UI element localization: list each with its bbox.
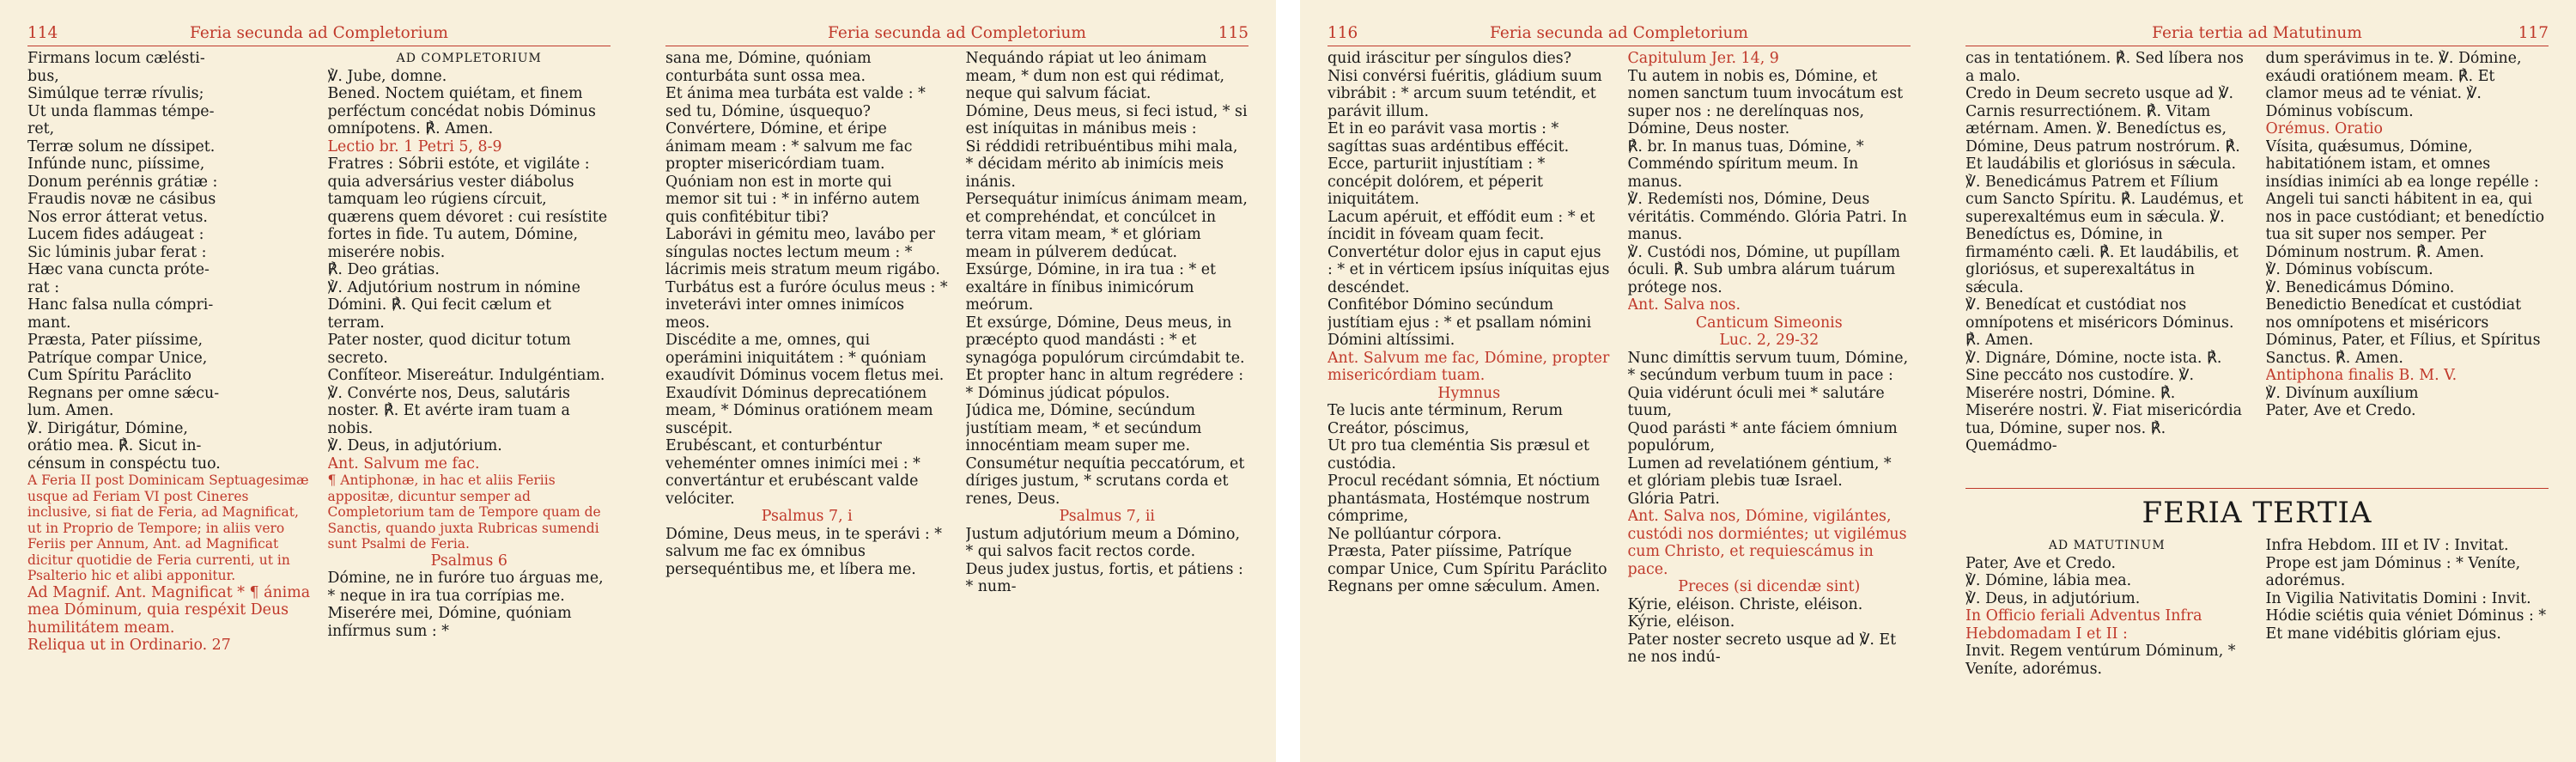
versicle: ℣. Dómine, lábia mea. bbox=[1965, 572, 2132, 589]
rubric: In Officio feriali Adventus Infra Hebdomadam I et II : bbox=[1965, 607, 2202, 643]
page-117 bbox=[1938, 0, 2576, 762]
psalm-verse: Erubéscant, et conturbéntur veheménter omnes inimíci mei : * convertántur et erubéscant valde velóciter. bbox=[665, 437, 920, 508]
hymn-line: Infúnde nunc, piíssime, bbox=[27, 155, 205, 173]
canticle-verse: Quia vidérunt óculi mei * salutáre tuum, bbox=[1627, 384, 1885, 419]
hymn-line: Præsta, Pater piíssime, bbox=[27, 332, 204, 349]
doxology: Glória Patri. bbox=[1627, 490, 1720, 508]
running-header bbox=[1965, 17, 2549, 46]
hymn-line: Te lucis ante términum, Rerum Creátor, póscimus, bbox=[1327, 402, 1563, 437]
hymn-line: Regnans per omne sǽcu- bbox=[27, 384, 220, 402]
lectio-heading: Lectio br. 1 Petri 5, 8-9 bbox=[327, 137, 502, 155]
versicle: ℣. Custódi nos, Dómine, ut pupíllam óculi. ℟. Sub umbra alárum tuárum prótege nos. bbox=[1627, 243, 1900, 296]
hymn-heading: Hymnus bbox=[1437, 384, 1501, 402]
psalm-heading: Psalmus 7, ii bbox=[1059, 508, 1155, 525]
hymn-line: mant. bbox=[27, 314, 71, 332]
rubric-note: Reliqua ut in Ordinario. 27 bbox=[27, 637, 231, 654]
book-spread-left bbox=[0, 0, 1276, 762]
psalm-heading: Psalmus 7, i bbox=[761, 508, 853, 525]
hymn-line: Ut pro tua cleméntia Sis præsul et custódia. bbox=[1327, 437, 1589, 472]
psalm-verse: Deus judex justus, fortis, et pátiens : * num- bbox=[965, 560, 1243, 595]
psalm-verse: Quóniam non est in morte qui memor sit tui : * in inférno autem quis confitébitur tibi? bbox=[665, 173, 920, 226]
hymn-line: bus, bbox=[27, 67, 59, 85]
rubric: Pater noster, quod dicitur totum secreto. bbox=[327, 332, 571, 367]
running-header bbox=[1327, 17, 1911, 46]
hymn-line: Præsta, Pater piíssime, Patríque compar Unice, Cum Spíritu Paráclito Regnans per omne sǽculum. Amen. bbox=[1327, 543, 1607, 595]
column-right bbox=[328, 50, 611, 762]
preces-heading: Preces (si dicendæ sint) bbox=[1678, 578, 1861, 595]
column-left bbox=[27, 50, 311, 762]
hymn-line: Nos error átterat vetus. bbox=[27, 208, 208, 226]
column-right bbox=[966, 50, 1249, 762]
running-header bbox=[27, 17, 611, 46]
hymn-line: Fraudis novæ ne cásibus bbox=[27, 191, 216, 208]
page-number: 117 bbox=[2518, 24, 2549, 42]
lectio-text: Fratres : Sóbrii estóte, et vigiláte : quia adversárius vester diábolus tamquam leo rúgiens círcuit, quærens quem dévoret : cui resístite fortes in fide. Tu autem, Dómine, miserére nobis. bbox=[327, 155, 608, 261]
psalm-verse: Persequátur inimícus ánimam meam, et comprehéndat, et concúlcet in terra vitam meam, * et glóriam meam in púlverem dedúcat. bbox=[965, 191, 1248, 261]
versicle: ℣. Benedicámus Dómino. bbox=[2265, 278, 2455, 296]
psalm-verse: Dómine, ne in furóre tuo árguas me, * neque in ira tua corrípias me. bbox=[327, 570, 604, 605]
psalm-verse: Consumétur nequítia peccatórum, et díriges justum, * scrutans corda et renes, Deus. bbox=[965, 454, 1245, 508]
hymn-line: Ne pollúantur córpora. bbox=[1327, 525, 1502, 543]
hymn-line: Ut unda flammas témpe- bbox=[27, 102, 215, 120]
psalm-verse: Discédite a me, omnes, qui operámini iniquitátem : * quóniam exaudívit Dóminus vocem fletus mei. bbox=[665, 332, 945, 384]
column-right bbox=[1628, 50, 1911, 762]
running-title: Feria secunda ad Completorium bbox=[1490, 24, 1748, 42]
hymn-line: Firmans locum cælésti- bbox=[27, 50, 205, 67]
capitulum-heading: Capitulum Jer. 14, 9 bbox=[1627, 50, 1779, 67]
blessing: Bened. Noctem quiétam, et finem perféctum concédat nobis Dóminus omnípotens. ℟. Amen. bbox=[327, 85, 596, 137]
running-title: Feria secunda ad Completorium bbox=[190, 24, 448, 42]
psalm-heading: Psalmus 6 bbox=[430, 552, 507, 570]
versicle: ℣. Dirigátur, Dómine, bbox=[27, 419, 188, 437]
column-left bbox=[1327, 50, 1611, 762]
versicle: ℣. Divínum auxílium bbox=[2265, 384, 2419, 402]
column-right bbox=[2266, 537, 2549, 678]
psalm-verse: Dómine, Deus meus, si feci istud, * si est iníquitas in mánibus meis : bbox=[965, 102, 1248, 137]
response: ℟. Deo grátias. bbox=[327, 261, 440, 278]
psalm-verse: quid iráscitur per síngulos dies? bbox=[1327, 50, 1572, 67]
running-header bbox=[665, 17, 1249, 46]
psalm-verse: Dómine, Deus meus, in te sperávi : * salvum me fac ex ómnibus persequéntibus me, et líbera me. bbox=[665, 525, 942, 578]
versicle: ℣. Dignáre, Dómine, nocte ista. ℟. Sine peccáto nos custodíre. ℣. Miserére nostri, Dómine. ℟. Miserére nostri. ℣. Fiat misericórdia tua, Dómine, super nos. ℟. Quemádmo- bbox=[1965, 349, 2243, 454]
hymn-line: Terræ solum ne díssipet. bbox=[27, 137, 216, 155]
page-number: 115 bbox=[1218, 24, 1249, 42]
psalm-verse: Nisi convérsi fuéritis, gládium suum vibrábit : * arcum suum teténdit, et parávit illum. bbox=[1327, 67, 1602, 120]
versicle: ℣. Adjutórium nostrum in nómine Dómini. ℟. Qui fecit cælum et terram. bbox=[327, 278, 580, 332]
responsory: ℣. Redemísti nos, Dómine, Deus véritátis. Comméndo. Glória Patri. In manus. bbox=[1627, 191, 1907, 243]
psalm-verse: Exsúrge, Dómine, in ira tua : * et exaltáre in fínibus inimicórum meórum. bbox=[965, 261, 1216, 314]
psalm-verse: Exaudívit Dóminus deprecatiónem meam, * Dóminus oratiónem meam suscépit. bbox=[665, 384, 933, 437]
psalm-verse: Si réddidi retribuéntibus mihi mala, * décidam mérito ab inimícis meis inánis. bbox=[965, 137, 1238, 191]
canticle-verse: Lumen ad revelatiónem géntium, * et glóriam plebis tuæ Israel. bbox=[1627, 454, 1892, 490]
psalm-verse: Lacum apéruit, et effódit eum : * et íncidit in fóveam quam fecit. bbox=[1327, 208, 1595, 243]
page-114 bbox=[0, 0, 638, 762]
psalm-verse: Et propter hanc in altum regrédere : * Dóminus júdicat pópulos. bbox=[965, 367, 1244, 402]
versicle: ℣. Benedícat et custódiat nos omnípotens et miséricors Dóminus. ℟. Amen. bbox=[1965, 296, 2234, 349]
hymn-line: Sic lúminis jubar ferat : bbox=[27, 243, 207, 261]
versicle: dum sperávimus in te. ℣. Dómine, exáudi oratiónem meam. ℟. Et clamor meus ad te véniat. ℣. Dóminus vobíscum. bbox=[2265, 50, 2522, 120]
running-title: Feria secunda ad Completorium bbox=[828, 24, 1086, 42]
psalm-verse: Miserére mei, Dómine, quóniam infírmus sum : * bbox=[327, 605, 572, 640]
versicle: orátio mea. ℟. Sicut in- bbox=[27, 437, 202, 454]
section-title: AD COMPLETORIUM bbox=[396, 52, 542, 65]
column-left bbox=[665, 50, 949, 762]
versicle: Credo in Deum secreto usque ad ℣. Carnis resurrectiónem. ℟. Vitam ætérnam. Amen. ℣. Benedíctus es, Dómine, Deus patrum nostrórum. ℟. Et laudábilis et gloriósus in sǽcula. ℣. Benedicámus Patrem et Fílium cum Sancto Spíritu. ℟. Laudémus, et superexaltémus eum in sǽcula. ℣. Benedíctus es, Dómine, in firmaménto cæli. ℟. Et laudábilis, et gloriósus, et superexaltátus in sǽcula. bbox=[1965, 85, 2244, 296]
responsory: ℟. br. In manus tuas, Dómine, * Comméndo spíritum meum. In manus. bbox=[1627, 137, 1864, 191]
running-title: Feria tertia ad Matutinum bbox=[2152, 24, 2362, 42]
page-number: 116 bbox=[1327, 24, 1358, 42]
column-left bbox=[1965, 537, 2249, 678]
versicle: cas in tentatiónem. ℟. Sed líbera nos a malo. bbox=[1965, 50, 2244, 85]
psalm-verse: Nequándo rápiat ut leo ánimam meam, * dum non est qui rédimat, neque qui salvum fáciat. bbox=[965, 50, 1224, 102]
psalm-verse: Convertétur dolor ejus in caput ejus : * et in vérticem ipsíus iníquitas ejus descéndet. bbox=[1327, 243, 1610, 296]
prayer: Confíteor. Misereátur. Indulgéntiam. bbox=[327, 367, 605, 384]
invitatory: Infra Hebdom. III et IV : Invitat. Prope est jam Dóminus : * Veníte, adorémus. bbox=[2265, 537, 2521, 589]
hymn-line: Procul recédant sómnia, Et nóctium phantásmata, Hostémque nostrum cómprime, bbox=[1327, 472, 1601, 525]
hymn-line: ret, bbox=[27, 120, 55, 137]
psalm-verse: sana me, Dómine, quóniam conturbáta sunt ossa mea. bbox=[665, 50, 872, 85]
rubric: A Feria II post Dominicam Septuagesimæ usque ad Feriam VI post Cineres inclusive, si fiat de Feria, ad Magnificat, ut in Proprio de Tempore; in aliis vero Feriis per Annum, Ant. ad Magnificat dicitur quotidie de Feria currenti, ut in Psalterio hic et alibi apponitur. bbox=[27, 472, 309, 583]
psalm-verse: Et exsúrge, Dómine, Deus meus, in præcépto quod mandásti : * et synagóga populórum circúmdabit te. bbox=[965, 314, 1245, 367]
psalm-verse: Et ánima mea turbáta est valde : * sed tu, Dómine, úsquequo? bbox=[665, 85, 926, 120]
antiphona-finalis: Antiphona finalis B. M. V. bbox=[2265, 367, 2458, 384]
versicle: ℣. Deus, in adjutórium. bbox=[327, 437, 502, 454]
prayer: Pater, Ave et Credo. bbox=[1965, 554, 2117, 572]
oratio-heading: Orémus. Oratio bbox=[2265, 120, 2383, 137]
psalm-verse: Convértere, Dómine, et éripe ánimam meam : * salvum me fac propter misericórdiam tuam. bbox=[665, 120, 913, 173]
hymn-line: Hanc falsa nulla cómpri- bbox=[27, 296, 214, 314]
hymn-line: Patríque compar Unice, bbox=[27, 349, 208, 367]
canticle-verse: Quod parásti * ante fáciem ómnium populórum, bbox=[1627, 419, 1898, 454]
canticle-heading: Canticum Simeonis bbox=[1695, 314, 1843, 332]
versicle: ℣. Dóminus vobíscum. bbox=[2265, 261, 2433, 278]
section-title: FERIA TERTIA bbox=[2142, 496, 2372, 530]
antiphon: Ant. Salvum me fac, Dómine, propter misericórdiam tuam. bbox=[1327, 349, 1610, 384]
rubric: Pater noster secreto usque ad ℣. Et ne nos indú- bbox=[1627, 631, 1897, 666]
canticle-reference: Luc. 2, 29-32 bbox=[1719, 332, 1820, 349]
column-right bbox=[2266, 50, 2549, 470]
hymn-line: Donum perénnis grátiæ : bbox=[27, 173, 218, 191]
psalm-verse: Turbátus est a furóre óculus meus : * inveterávi inter omnes inimícos meos. bbox=[665, 278, 948, 332]
page-number: 114 bbox=[27, 24, 58, 42]
column-left bbox=[1965, 50, 2249, 470]
hymn-line: lum. Amen. bbox=[27, 402, 114, 419]
oratio-text: Vísita, quǽsumus, Dómine, habitatiónem istam, et omnes insídias inimíci ab ea longe repélle : Angeli tui sancti hábitent in ea, qui nos in pace custódiant; et benedíctio tua sit super nos semper. Per Dóminum nostrum. ℟. Amen. bbox=[2265, 137, 2545, 261]
psalm-verse: Ecce, parturiit injustítiam : * concépit dolórem, et péperit iniquitátem. bbox=[1327, 155, 1546, 208]
hymn-line: Simúlque terræ rívulis; bbox=[27, 85, 204, 102]
versicle: ℣. Jube, domne. bbox=[327, 67, 447, 85]
hymn-line: Hæc vana cuncta próte- bbox=[27, 261, 210, 278]
feria-tertia-section bbox=[1965, 479, 2549, 678]
invitatory: In Vigilia Nativitatis Domini : Invit. Hódie sciétis quia véniet Dóminus : * Et mane vidébitis glóriam ejus. bbox=[2265, 589, 2547, 643]
psalm-verse: Júdica me, Dómine, secúndum justítiam meam, * et secúndum innocéntiam meam super me. bbox=[965, 402, 1202, 454]
antiphon: Ant. Salva nos, Dómine, vigilántes, custódi nos dormiéntes; ut vigilémus cum Christo, et requiescámus in pace. bbox=[1627, 508, 1907, 578]
capitulum-text: Tu autem in nobis es, Dómine, et nomen sanctum tuum invocátum est super nos : ne derelínquas nos, Dómine, Deus noster. bbox=[1627, 67, 1904, 137]
page-115 bbox=[638, 0, 1276, 762]
antiphon: Ant. Salva nos. bbox=[1627, 296, 1741, 314]
kyrie: Kýrie, eléison. Christe, eléison. Kýrie, eléison. bbox=[1627, 595, 1863, 631]
hymn-line: Lucem fides adáugeat : bbox=[27, 226, 204, 243]
hymn-line: rat : bbox=[27, 278, 60, 296]
divider bbox=[1965, 488, 2549, 489]
invitatory: Invit. Regem ventúrum Dóminum, * Veníte, adorémus. bbox=[1965, 643, 2236, 678]
psalm-verse: Justum adjutórium meum a Dómino, * qui salvos facit rectos corde. bbox=[965, 525, 1241, 560]
psalm-verse: Et in eo parávit vasa mortis : * sagíttas suas ardéntibus effécit. bbox=[1327, 120, 1570, 155]
rubric: ¶ Antiphonæ, in hac et aliis Feriis appositæ, dicuntur semper ad Completorium tam de Tempore quam de Sanctis, quando juxta Rubricas sumendi sunt Psalmi de Feria. bbox=[327, 472, 601, 552]
book-spread-right bbox=[1300, 0, 2576, 762]
versicle: cénsum in conspéctu tuo. bbox=[27, 454, 221, 472]
prayer: Pater, Ave et Credo. bbox=[2265, 402, 2416, 419]
subsection-title: AD MATUTINUM bbox=[2048, 539, 2166, 552]
magnificat-antiphon: Ad Magnif. Ant. Magnificat * ¶ ánima mea Dóminum, quia respéxit Deus humilitátem meam. bbox=[27, 583, 311, 637]
benedictio: Benedictio Benedícat et custódiat nos omnípotens et miséricors Dóminus, Pater, et Fílius, et Spíritus Sanctus. ℟. Amen. bbox=[2265, 296, 2541, 367]
antiphon: Ant. Salvum me fac. bbox=[327, 454, 480, 472]
versicle: ℣. Convérte nos, Deus, salutáris noster. ℟. Et avérte iram tuam a nobis. bbox=[327, 384, 570, 437]
versicle: ℣. Deus, in adjutórium. bbox=[1965, 589, 2141, 607]
psalm-verse: Confitébor Dómino secúndum justítiam ejus : * et psallam nómini Dómini altíssimi. bbox=[1327, 296, 1592, 349]
page-116 bbox=[1300, 0, 1938, 762]
psalm-verse: Laborávi in gémitu meo, lavábo per síngulas noctes lectum meum : * lácrimis meis stratum meum rigábo. bbox=[665, 226, 940, 278]
hymn-line: Cum Spíritu Paráclito bbox=[27, 367, 192, 384]
canticle-verse: Nunc dimíttis servum tuum, Dómine, * secúndum verbum tuum in pace : bbox=[1627, 349, 1909, 384]
